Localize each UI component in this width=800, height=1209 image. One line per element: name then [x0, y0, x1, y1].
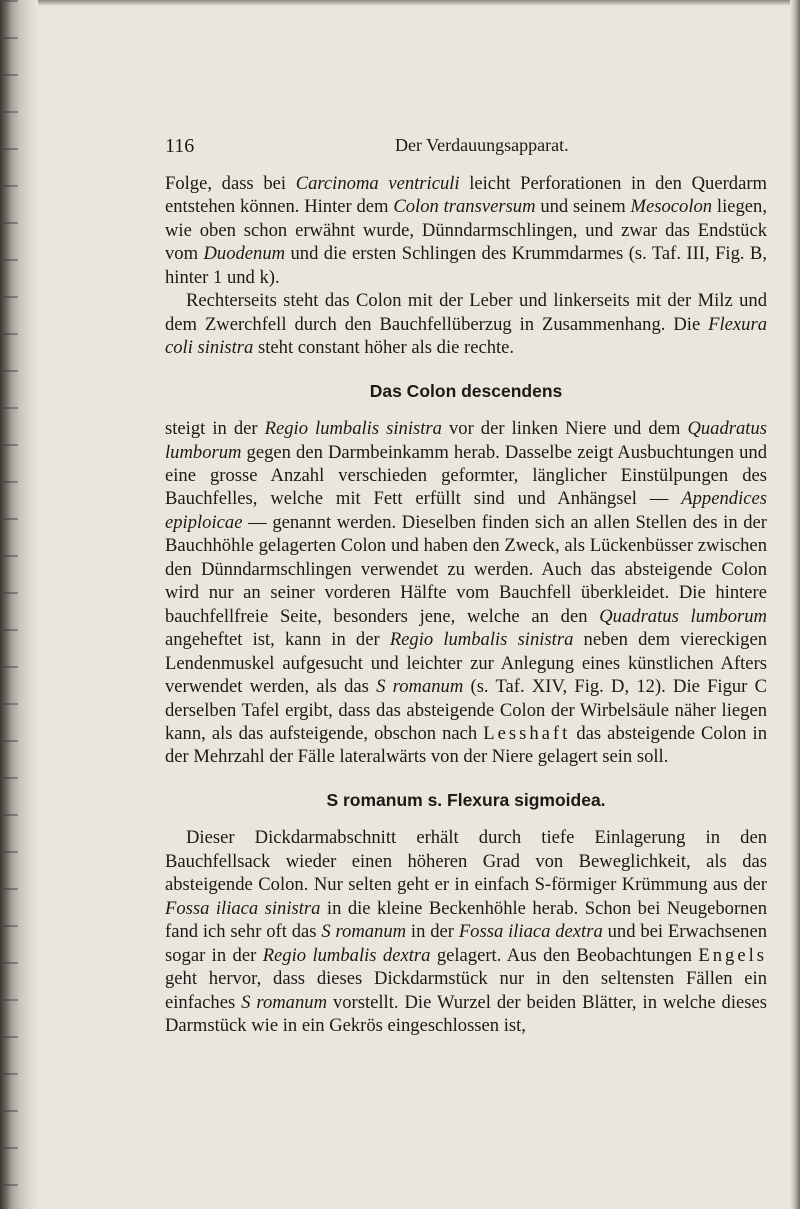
- binding-marks: [4, 0, 18, 1209]
- italic-term: Duodenum: [203, 243, 286, 265]
- page-top-edge: [30, 0, 800, 6]
- paragraph-3: [165, 417, 767, 769]
- italic-term: Regio lumbalis sinistra: [389, 629, 574, 651]
- italic-term: Carcinoma ventriculi: [295, 173, 460, 194]
- text-run: und bei Erwachsenen sogar in der: [165, 921, 767, 966]
- text-run: Dieser Dickdarmabschnitt erhält durch tiefe Einlagerung in den Bauchfellsack wieder einen höheren Grad von Beweglichkeit, als das absteigende Colon. Nur selten geht er in einfach S-förmiger Krümmung aus der: [165, 827, 767, 896]
- section-heading-colon-descendens: Das Colon descendens: [369, 380, 563, 401]
- text-run: in die kleine Beckenhöhle herab. Schon bei Neugebornen fand ich sehr oft das: [165, 897, 767, 943]
- text-run: gelagert. Aus den Beobachtungen: [430, 944, 699, 966]
- page-header: [165, 135, 785, 159]
- italic-term: Regio lumbalis dextra: [262, 944, 431, 966]
- page-number: 116: [165, 135, 195, 157]
- page-body: [165, 172, 767, 1037]
- text-run: angeheftet ist, kann in der: [165, 629, 390, 651]
- author-name: Engels: [698, 944, 767, 966]
- page-right-edge: [790, 0, 800, 1209]
- text-run: Folge, dass bei: [165, 173, 296, 194]
- italic-term: S romanum: [321, 921, 407, 943]
- italic-term: Quadratus lumborum: [599, 605, 767, 627]
- text-run: — genannt werden. Dieselben finden sich an allen Stellen des in der Bauchhöhle gelagerten Colon und haben den Zweck, als Lückenbüsser zwischen den Dünndarmschlingen verwendet zu werden. Auch das absteigende Colon wird nur an seiner vorderen Hälfte vom Bauchfell überkleidet. Die hintere bauchfellfreie Seite, besonders jene, welche an den: [165, 511, 767, 627]
- italic-term: S romanum: [376, 676, 464, 698]
- italic-term: Quadratus lumborum: [165, 418, 767, 463]
- text-run: und seinem: [535, 196, 631, 218]
- text-run: (s. Taf. XIV, Fig. D, 12). Die Figur C derselben Tafel ergibt, dass das absteigende Colon der Wirbelsäule näher liegen kann, als das aufsteigende, obschon nach: [165, 676, 768, 744]
- italic-term: Fossa iliaca dextra: [458, 921, 603, 943]
- text-run: vorstellt. Die Wurzel der beiden Blätter, in welche dieses Darmstück wie in ein Gekrös eingeschlossen ist,: [165, 991, 767, 1036]
- paragraph-4: [165, 826, 767, 1037]
- text-run: in der: [406, 921, 459, 943]
- italic-term: Mesocolon: [630, 196, 713, 218]
- text-run: Rechterseits steht das Colon mit der Leber und linkerseits mit der Milz und dem Zwerchfell durch den Bauchfellüberzug in Zusammenhang. Die: [165, 290, 767, 335]
- italic-term: Flexura coli sinistra: [165, 313, 767, 359]
- text-run: und die ersten Schlingen des Krummdarmes (s. Taf. III, Fig. B, hinter 1 und k).: [165, 243, 767, 288]
- italic-term: Appendices epiploicae: [165, 488, 767, 533]
- text-run: liegen, wie oben schon erwähnt wurde, Dünndarmschlingen, und zwar das Endstück vom: [165, 196, 767, 265]
- book-spine-shadow: [0, 0, 38, 1209]
- text-run: neben dem viereckigen Lendenmuskel aufgesucht und leichter zur Anlegung eines künstlichen Afters verwendet werden, als das: [165, 629, 767, 698]
- section-heading-s-romanum: S romanum s. Flexura sigmoidea.: [326, 789, 606, 810]
- running-head: Der Verdauungsapparat.: [395, 135, 569, 155]
- text-run: vor der linken Niere und dem: [441, 418, 688, 440]
- text-run: steht constant höher als die rechte.: [253, 337, 515, 359]
- text-run: geht hervor, dass dieses Dickdarmstück nur in den seltensten Fällen ein einfaches: [165, 968, 767, 1013]
- text-run: das absteigende Colon in der Mehrzahl der Fälle lateralwärts von der Niere gelagert sein soll.: [165, 722, 767, 768]
- author-name: Lesshaft: [483, 722, 571, 744]
- italic-term: Colon transversum: [393, 196, 536, 218]
- italic-term: Regio lumbalis sinistra: [264, 418, 442, 440]
- text-run: gegen den Darmbeinkamm herab. Dasselbe zeigt Ausbuchtungen und eine grosse Anzahl verschieden geformter, länglicher Einstülpungen des Bauchfelles, welche mit Fett erfüllt sind und Anhängsel —: [165, 441, 767, 510]
- text-run: leicht Perforationen in den Querdarm entstehen können. Hinter dem: [165, 173, 767, 218]
- italic-term: S romanum: [241, 991, 327, 1013]
- paragraph-1: [165, 172, 767, 289]
- paragraph-2: [165, 289, 767, 359]
- text-run: steigt in der: [165, 418, 265, 440]
- italic-term: Fossa iliaca sinistra: [165, 897, 321, 919]
